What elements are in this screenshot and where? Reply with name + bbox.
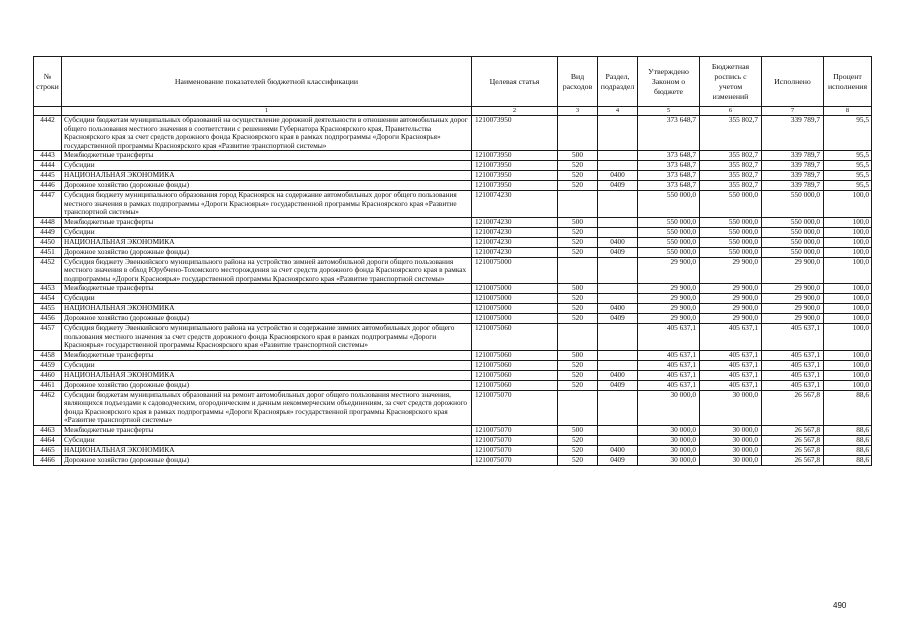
planned-amount-cell: 550 000,0 [700,227,762,237]
column-number-1: 1 [62,107,472,116]
percent-cell: 100,0 [824,380,872,390]
expense-type-cell: 520 [558,445,598,455]
table-row [34,304,872,314]
table-row [34,227,872,237]
section-cell [598,425,638,435]
approved-amount-cell: 30 000,0 [638,455,700,465]
indicator-name-cell: Межбюджетные трансферты [62,425,472,435]
target-article-cell: 1210075070 [472,455,558,465]
budget-table [33,56,872,466]
table-row [34,324,872,351]
table-row [34,284,872,294]
approved-amount-cell: 405 637,1 [638,350,700,360]
target-article-cell: 1210075060 [472,350,558,360]
percent-cell: 88,6 [824,445,872,455]
target-article-cell: 1210075070 [472,435,558,445]
indicator-name-cell: Дорожное хозяйство (дорожные фонды) [62,247,472,257]
column-number-blank [34,107,62,116]
executed-amount-cell: 29 900,0 [762,314,824,324]
row-number-cell: 4447 [34,191,62,218]
target-article-cell: 1210075060 [472,370,558,380]
planned-amount-cell: 355 802,7 [700,161,762,171]
row-number-cell: 4448 [34,217,62,227]
planned-amount-cell: 30 000,0 [700,445,762,455]
approved-amount-cell: 373 648,7 [638,161,700,171]
approved-amount-cell: 373 648,7 [638,151,700,161]
page-number: 490 [833,601,847,610]
planned-amount-cell: 29 900,0 [700,257,762,284]
percent-cell: 95,5 [824,171,872,181]
indicator-name-cell: Субсидии [62,161,472,171]
indicator-name-cell: Субсидии бюджетам муниципальных образований на ремонт автомобильных дорог общего пользования местного значения, являющихся подъездами к садоводческим, огородническим и дачным некоммерческим объединениям, за счет средств дорожного фонда Красноярского края в рамках подпрограммы «Дороги Красноярья» государственной программы Красноярского края «Развитие транспортной системы» [62,390,472,425]
section-cell [598,435,638,445]
planned-amount-cell: 550 000,0 [700,247,762,257]
table-row [34,380,872,390]
planned-amount-cell: 405 637,1 [700,350,762,360]
approved-amount-cell: 29 900,0 [638,294,700,304]
table-row [34,257,872,284]
table-header [34,57,872,116]
planned-amount-cell: 30 000,0 [700,455,762,465]
executed-amount-cell: 339 789,7 [762,151,824,161]
target-article-cell: 1210075060 [472,380,558,390]
expense-type-cell: 500 [558,151,598,161]
section-cell [598,151,638,161]
header-section: Раздел, подраздел [598,57,638,107]
column-number-5: 5 [638,107,700,116]
approved-amount-cell: 29 900,0 [638,314,700,324]
target-article-cell: 1210075000 [472,294,558,304]
header-percent: Процент исполнения [824,57,872,107]
section-cell: 0409 [598,181,638,191]
executed-amount-cell: 405 637,1 [762,370,824,380]
table-row [34,217,872,227]
approved-amount-cell: 405 637,1 [638,380,700,390]
table-row [34,294,872,304]
header-row-number: № строки [34,57,62,107]
expense-type-cell: 520 [558,161,598,171]
section-cell: 0409 [598,380,638,390]
section-cell: 0409 [598,314,638,324]
indicator-name-cell: Дорожное хозяйство (дорожные фонды) [62,380,472,390]
planned-amount-cell: 405 637,1 [700,380,762,390]
target-article-cell: 1210074230 [472,217,558,227]
approved-amount-cell: 405 637,1 [638,370,700,380]
row-number-cell: 4453 [34,284,62,294]
row-number-cell: 4454 [34,294,62,304]
approved-amount-cell: 405 637,1 [638,360,700,370]
row-number-cell: 4457 [34,324,62,351]
row-number-cell: 4463 [34,425,62,435]
target-article-cell: 1210075070 [472,390,558,425]
expense-type-cell: 520 [558,181,598,191]
indicator-name-cell: НАЦИОНАЛЬНАЯ ЭКОНОМИКА [62,304,472,314]
expense-type-cell [558,116,598,151]
target-article-cell: 1210075070 [472,445,558,455]
indicator-name-cell: НАЦИОНАЛЬНАЯ ЭКОНОМИКА [62,171,472,181]
section-cell [598,191,638,218]
executed-amount-cell: 550 000,0 [762,247,824,257]
planned-amount-cell: 405 637,1 [700,360,762,370]
percent-cell: 100,0 [824,324,872,351]
target-article-cell: 1210075070 [472,425,558,435]
planned-amount-cell: 355 802,7 [700,151,762,161]
indicator-name-cell: Межбюджетные трансферты [62,151,472,161]
header-approved: Утверждено Законом о бюджете [638,57,700,107]
row-number-cell: 4451 [34,247,62,257]
table-row [34,425,872,435]
planned-amount-cell: 29 900,0 [700,304,762,314]
target-article-cell: 1210074230 [472,237,558,247]
percent-cell: 88,6 [824,390,872,425]
section-cell: 0400 [598,237,638,247]
planned-amount-cell: 29 900,0 [700,294,762,304]
target-article-cell: 1210075060 [472,324,558,351]
percent-cell: 95,5 [824,161,872,171]
expense-type-cell: 520 [558,360,598,370]
indicator-name-cell: Субсидия бюджету Эвенкийского муниципального района на устройство и содержание зимних автомобильных дорог общего пользования местного значения за счет средств дорожного фонда Красноярского края в рамках подпрограммы «Дороги Красноярья» государственной программы Красноярского края «Развитие транспортной системы» [62,324,472,351]
table-row [34,161,872,171]
percent-cell: 88,6 [824,435,872,445]
expense-type-cell: 520 [558,370,598,380]
percent-cell: 88,6 [824,455,872,465]
executed-amount-cell: 405 637,1 [762,380,824,390]
executed-amount-cell: 339 789,7 [762,181,824,191]
planned-amount-cell: 30 000,0 [700,390,762,425]
approved-amount-cell: 29 900,0 [638,284,700,294]
expense-type-cell: 500 [558,284,598,294]
expense-type-cell: 500 [558,350,598,360]
column-number-3: 3 [558,107,598,116]
approved-amount-cell: 550 000,0 [638,247,700,257]
target-article-cell: 1210074230 [472,247,558,257]
table-row [34,181,872,191]
header-expense-type: Вид расходов [558,57,598,107]
approved-amount-cell: 405 637,1 [638,324,700,351]
section-cell [598,390,638,425]
row-number-cell: 4459 [34,360,62,370]
expense-type-cell [558,324,598,351]
planned-amount-cell: 550 000,0 [700,191,762,218]
indicator-name-cell: НАЦИОНАЛЬНАЯ ЭКОНОМИКА [62,237,472,247]
percent-cell: 95,5 [824,181,872,191]
executed-amount-cell: 405 637,1 [762,360,824,370]
planned-amount-cell: 30 000,0 [700,435,762,445]
planned-amount-cell: 355 802,7 [700,116,762,151]
executed-amount-cell: 29 900,0 [762,304,824,314]
row-number-cell: 4462 [34,390,62,425]
planned-amount-cell: 355 802,7 [700,181,762,191]
indicator-name-cell: Межбюджетные трансферты [62,284,472,294]
table-row [34,237,872,247]
row-number-cell: 4458 [34,350,62,360]
approved-amount-cell: 30 000,0 [638,425,700,435]
expense-type-cell: 520 [558,304,598,314]
expense-type-cell: 520 [558,247,598,257]
approved-amount-cell: 29 900,0 [638,257,700,284]
expense-type-cell: 520 [558,380,598,390]
percent-cell: 100,0 [824,350,872,360]
header-executed: Исполнено [762,57,824,107]
expense-type-cell: 500 [558,217,598,227]
section-cell [598,217,638,227]
executed-amount-cell: 339 789,7 [762,161,824,171]
table-row [34,171,872,181]
row-number-cell: 4465 [34,445,62,455]
executed-amount-cell: 339 789,7 [762,116,824,151]
approved-amount-cell: 30 000,0 [638,435,700,445]
section-cell: 0409 [598,247,638,257]
indicator-name-cell: НАЦИОНАЛЬНАЯ ЭКОНОМИКА [62,370,472,380]
section-cell [598,227,638,237]
section-cell [598,116,638,151]
section-cell [598,161,638,171]
section-cell: 0400 [598,370,638,380]
table-row [34,247,872,257]
section-cell [598,284,638,294]
percent-cell: 100,0 [824,304,872,314]
percent-cell: 95,5 [824,151,872,161]
indicator-name-cell: Дорожное хозяйство (дорожные фонды) [62,314,472,324]
percent-cell: 100,0 [824,227,872,237]
expense-type-cell [558,257,598,284]
header-indicator-name: Наименование показателей бюджетной классификации [62,57,472,107]
approved-amount-cell: 373 648,7 [638,171,700,181]
expense-type-cell: 520 [558,227,598,237]
expense-type-cell: 500 [558,425,598,435]
percent-cell: 100,0 [824,284,872,294]
indicator-name-cell: Субсидии [62,360,472,370]
indicator-name-cell: Субсидии бюджетам муниципальных образований на осуществление дорожной деятельности в отношении автомобильных дорог общего пользования местного значения в соответствии с решениями Губернатора Красноярского края, Правительства Красноярского края за счет средств дорожного фонда Красноярского края в рамках подпрограммы «Дороги Красноярья» государственной программы Красноярского края «Развитие транспортной системы» [62,116,472,151]
executed-amount-cell: 405 637,1 [762,324,824,351]
header-planned: Бюджетная роспись с учетом изменений [700,57,762,107]
section-cell: 0409 [598,455,638,465]
row-number-cell: 4466 [34,455,62,465]
target-article-cell: 1210075000 [472,304,558,314]
section-cell: 0400 [598,445,638,455]
executed-amount-cell: 550 000,0 [762,227,824,237]
executed-amount-cell: 26 567,8 [762,455,824,465]
planned-amount-cell: 550 000,0 [700,237,762,247]
target-article-cell: 1210073950 [472,116,558,151]
percent-cell: 100,0 [824,217,872,227]
expense-type-cell: 520 [558,171,598,181]
target-article-cell: 1210075000 [472,314,558,324]
table-row [34,370,872,380]
table-row [34,116,872,151]
expense-type-cell: 520 [558,435,598,445]
table-row [34,314,872,324]
percent-cell: 100,0 [824,237,872,247]
percent-cell: 100,0 [824,247,872,257]
table-row [34,455,872,465]
percent-cell: 100,0 [824,294,872,304]
planned-amount-cell: 29 900,0 [700,284,762,294]
executed-amount-cell: 550 000,0 [762,217,824,227]
row-number-cell: 4461 [34,380,62,390]
indicator-name-cell: Межбюджетные трансферты [62,350,472,360]
approved-amount-cell: 550 000,0 [638,237,700,247]
row-number-cell: 4450 [34,237,62,247]
target-article-cell: 1210073950 [472,171,558,181]
row-number-cell: 4446 [34,181,62,191]
expense-type-cell [558,191,598,218]
column-number-4: 4 [598,107,638,116]
indicator-name-cell: Субсидии [62,435,472,445]
planned-amount-cell: 30 000,0 [700,425,762,435]
row-number-cell: 4443 [34,151,62,161]
percent-cell: 100,0 [824,257,872,284]
planned-amount-cell: 29 900,0 [700,314,762,324]
table-row [34,360,872,370]
approved-amount-cell: 30 000,0 [638,445,700,455]
section-cell [598,350,638,360]
executed-amount-cell: 29 900,0 [762,257,824,284]
row-number-cell: 4449 [34,227,62,237]
row-number-cell: 4452 [34,257,62,284]
approved-amount-cell: 29 900,0 [638,304,700,314]
executed-amount-cell: 550 000,0 [762,191,824,218]
section-cell: 0400 [598,171,638,181]
approved-amount-cell: 550 000,0 [638,227,700,237]
table-row [34,445,872,455]
section-cell [598,257,638,284]
executed-amount-cell: 550 000,0 [762,237,824,247]
executed-amount-cell: 29 900,0 [762,284,824,294]
column-number-2: 2 [472,107,558,116]
indicator-name-cell: НАЦИОНАЛЬНАЯ ЭКОНОМИКА [62,445,472,455]
table-row [34,350,872,360]
executed-amount-cell: 339 789,7 [762,171,824,181]
row-number-cell: 4455 [34,304,62,314]
approved-amount-cell: 550 000,0 [638,217,700,227]
table-row [34,435,872,445]
row-number-cell: 4464 [34,435,62,445]
column-number-row [34,107,872,116]
percent-cell: 100,0 [824,191,872,218]
expense-type-cell: 520 [558,455,598,465]
table-row [34,390,872,425]
percent-cell: 88,6 [824,425,872,435]
indicator-name-cell: Субсидия бюджету Эвенкийского муниципального района на устройство зимней автомобильной дороги общего пользования местного значения в обход Юрубчено-Тохомского месторождения за счет средств дорожного фонда Красноярского края в рамках подпрограммы «Дороги Красноярья» государственной программы Красноярского края «Развитие транспортной системы» [62,257,472,284]
indicator-name-cell: Дорожное хозяйство (дорожные фонды) [62,181,472,191]
indicator-name-cell: Субсидия бюджету муниципального образования город Красноярск на содержание автомобильных дорог общего пользования местного значения в рамках подпрограммы «Дороги Красноярья» государственной программы Красноярского края «Развитие транспортной системы» [62,191,472,218]
expense-type-cell: 520 [558,294,598,304]
section-cell [598,324,638,351]
target-article-cell: 1210074230 [472,191,558,218]
row-number-cell: 4456 [34,314,62,324]
target-article-cell: 1210073950 [472,161,558,171]
target-article-cell: 1210073950 [472,181,558,191]
percent-cell: 95,5 [824,116,872,151]
row-number-cell: 4444 [34,161,62,171]
expense-type-cell [558,390,598,425]
planned-amount-cell: 355 802,7 [700,171,762,181]
planned-amount-cell: 405 637,1 [700,324,762,351]
header-target-article: Целевая статья [472,57,558,107]
percent-cell: 100,0 [824,314,872,324]
approved-amount-cell: 30 000,0 [638,390,700,425]
indicator-name-cell: Дорожное хозяйство (дорожные фонды) [62,455,472,465]
planned-amount-cell: 550 000,0 [700,217,762,227]
executed-amount-cell: 26 567,8 [762,435,824,445]
approved-amount-cell: 373 648,7 [638,116,700,151]
column-number-8: 8 [824,107,872,116]
executed-amount-cell: 26 567,8 [762,425,824,435]
indicator-name-cell: Межбюджетные трансферты [62,217,472,227]
table-row [34,191,872,218]
expense-type-cell: 520 [558,314,598,324]
executed-amount-cell: 29 900,0 [762,294,824,304]
approved-amount-cell: 373 648,7 [638,181,700,191]
section-cell [598,294,638,304]
row-number-cell: 4460 [34,370,62,380]
percent-cell: 100,0 [824,360,872,370]
target-article-cell: 1210074230 [472,227,558,237]
section-cell: 0400 [598,304,638,314]
planned-amount-cell: 405 637,1 [700,370,762,380]
approved-amount-cell: 550 000,0 [638,191,700,218]
column-number-7: 7 [762,107,824,116]
table-row [34,151,872,161]
executed-amount-cell: 26 567,8 [762,445,824,455]
target-article-cell: 1210075060 [472,360,558,370]
budget-sheet [33,56,871,466]
executed-amount-cell: 405 637,1 [762,350,824,360]
target-article-cell: 1210073950 [472,151,558,161]
executed-amount-cell: 26 567,8 [762,390,824,425]
target-article-cell: 1210075000 [472,284,558,294]
percent-cell: 100,0 [824,370,872,380]
table-body [34,116,872,466]
indicator-name-cell: Субсидии [62,227,472,237]
section-cell [598,360,638,370]
row-number-cell: 4442 [34,116,62,151]
expense-type-cell: 520 [558,237,598,247]
indicator-name-cell: Субсидии [62,294,472,304]
target-article-cell: 1210075000 [472,257,558,284]
row-number-cell: 4445 [34,171,62,181]
column-number-6: 6 [700,107,762,116]
